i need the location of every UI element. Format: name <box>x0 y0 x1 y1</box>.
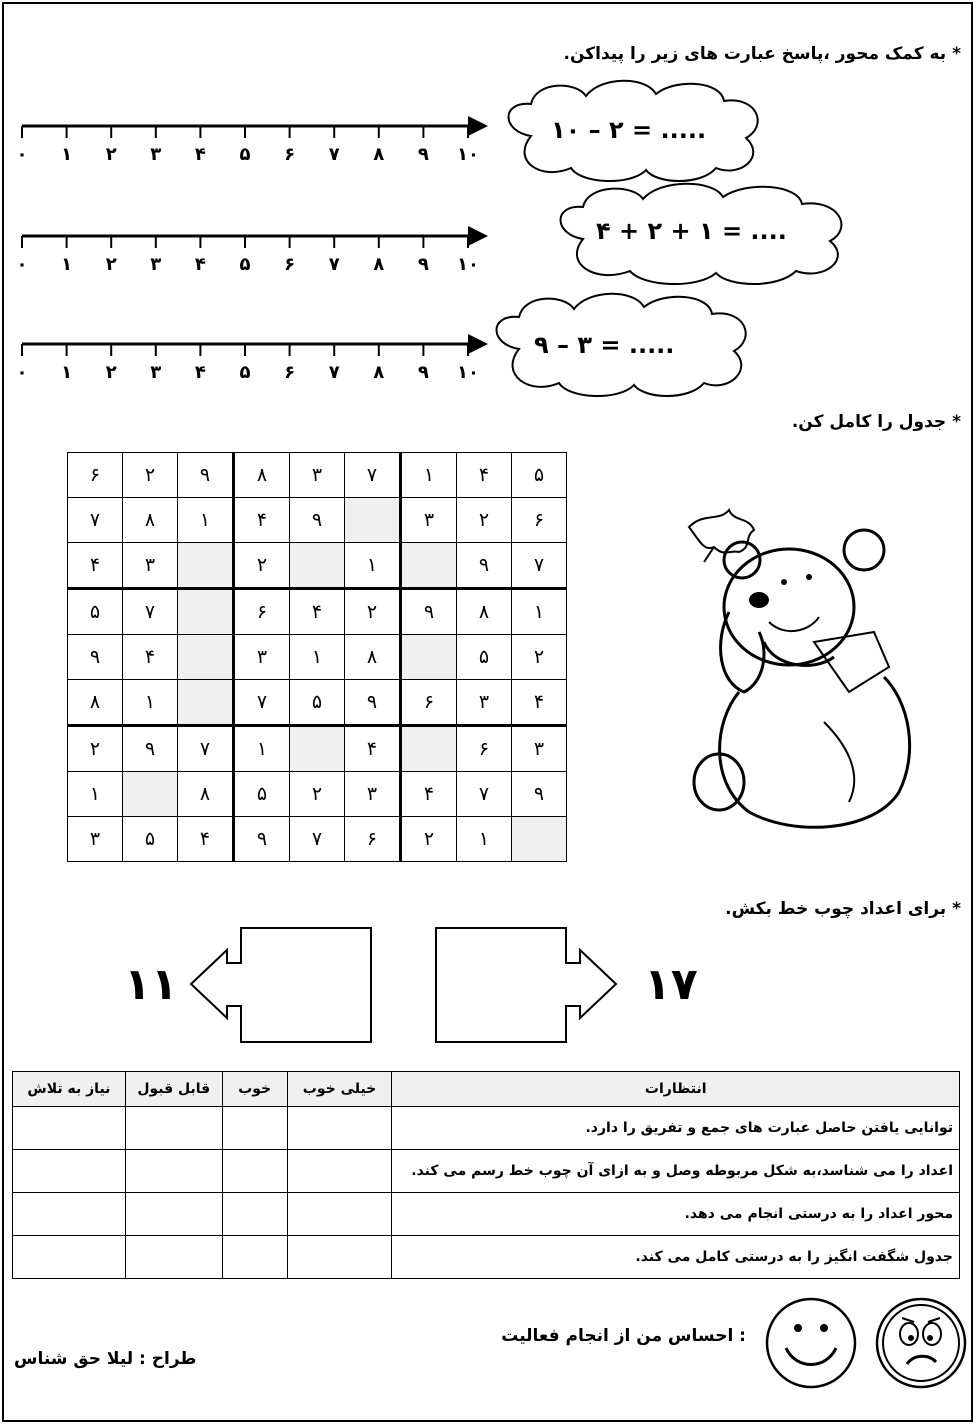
axis-tick-label: ۴ <box>194 254 206 275</box>
axis-tick-label: ۸ <box>373 144 385 165</box>
number-line-2 <box>16 214 496 284</box>
right-number: ۱۷ <box>644 959 698 1010</box>
sudoku-cell: ۹ <box>512 772 567 817</box>
sudoku-row <box>68 726 567 772</box>
evaluation-row <box>13 1150 960 1193</box>
sudoku-cell: ۸ <box>123 498 178 543</box>
axis-tick-label: ۲ <box>105 144 117 165</box>
rating-cell[interactable] <box>222 1107 287 1150</box>
axis-tick-label: ۸ <box>373 254 385 275</box>
header-good: خوب <box>222 1072 287 1107</box>
sudoku-row <box>68 772 567 817</box>
sudoku-cell: ۵ <box>123 817 178 862</box>
number-line-3 <box>16 322 496 392</box>
evaluation-header-row <box>13 1072 960 1107</box>
sudoku-cell: ۴ <box>401 772 457 817</box>
axis-tick-label: ۳ <box>150 144 162 165</box>
sudoku-empty-cell[interactable] <box>401 635 457 680</box>
axis-tick-label: ۲ <box>105 362 117 383</box>
sudoku-cell: ۶ <box>234 589 290 635</box>
rating-cell[interactable] <box>125 1107 222 1150</box>
sudoku-cell: ۲ <box>457 498 512 543</box>
sudoku-empty-cell[interactable] <box>178 680 234 726</box>
axis-tick-label: ۱ <box>61 144 73 165</box>
sudoku-cell: ۷ <box>68 498 123 543</box>
sudoku-cell: ۵ <box>512 453 567 498</box>
left-number: ۱۱ <box>124 959 178 1010</box>
axis-tick-label: ۱ <box>61 362 73 383</box>
section3-heading: * برای اعداد چوب خط بکش. <box>725 899 961 919</box>
sudoku-cell: ۶ <box>68 453 123 498</box>
axis-tick-label: ۳ <box>150 362 162 383</box>
rating-cell[interactable] <box>287 1236 392 1279</box>
axis-tick-label: ۷ <box>328 362 340 383</box>
sudoku-empty-cell[interactable] <box>401 726 457 772</box>
header-very-good: خیلی خوب <box>287 1072 392 1107</box>
sudoku-cell: ۷ <box>123 589 178 635</box>
sudoku-cell: ۶ <box>401 680 457 726</box>
sad-face-icon[interactable] <box>874 1296 969 1391</box>
sudoku-cell: ۲ <box>290 772 345 817</box>
sudoku-row <box>68 498 567 543</box>
rating-cell[interactable] <box>125 1150 222 1193</box>
section1-heading: * به کمک محور ،پاسخ عبارت های زیر را پیداکن. <box>563 44 961 64</box>
rating-cell[interactable] <box>222 1236 287 1279</box>
sudoku-row <box>68 453 567 498</box>
sudoku-cell: ۹ <box>178 453 234 498</box>
cloud-1 <box>496 76 776 190</box>
sudoku-cell: ۴ <box>290 589 345 635</box>
sudoku-cell: ۶ <box>345 817 401 862</box>
expectation-text: محور اعداد را به درستی انجام می دهد. <box>392 1193 960 1236</box>
sudoku-cell: ۹ <box>401 589 457 635</box>
sudoku-cell: ۱ <box>178 498 234 543</box>
cloud-2 <box>548 179 863 293</box>
axis-tick-label: ۴ <box>194 144 206 165</box>
sudoku-cell: ۴ <box>234 498 290 543</box>
sudoku-cell: ۴ <box>123 635 178 680</box>
rating-cell[interactable] <box>222 1193 287 1236</box>
sudoku-cell: ۲ <box>68 726 123 772</box>
sudoku-cell: ۲ <box>512 635 567 680</box>
rating-cell[interactable] <box>13 1107 126 1150</box>
expectation-text: جدول شگفت انگیز را به درستی کامل می کند. <box>392 1236 960 1279</box>
rating-cell[interactable] <box>287 1150 392 1193</box>
left-arrow-box[interactable] <box>189 926 374 1046</box>
axis-tick-label: ۶ <box>284 254 296 275</box>
sudoku-cell: ۸ <box>457 589 512 635</box>
sudoku-empty-cell[interactable] <box>345 498 401 543</box>
sudoku-cell: ۱ <box>68 772 123 817</box>
axis-tick-label: ۵ <box>239 254 251 275</box>
sudoku-cell: ۲ <box>234 543 290 589</box>
cloud-3 <box>484 289 764 405</box>
axis-tick-label: ۱۰ <box>457 254 479 275</box>
sudoku-cell: ۹ <box>290 498 345 543</box>
sudoku-cell: ۳ <box>123 543 178 589</box>
sudoku-cell: ۶ <box>457 726 512 772</box>
sudoku-cell: ۱ <box>457 817 512 862</box>
axis-tick-label: ۳ <box>150 254 162 275</box>
evaluation-row <box>13 1236 960 1279</box>
rating-cell[interactable] <box>13 1193 126 1236</box>
sudoku-cell: ۱ <box>512 589 567 635</box>
axis-tick-label: ۴ <box>194 362 206 383</box>
sudoku-cell: ۳ <box>401 498 457 543</box>
header-expectations: انتظارات <box>392 1072 960 1107</box>
axis-tick-label: ۶ <box>284 362 296 383</box>
sudoku-empty-cell[interactable] <box>178 543 234 589</box>
header-acceptable: قابل قبول <box>125 1072 222 1107</box>
expression-1: ۱۰ – ۲ = ..... <box>551 116 707 144</box>
axis-tick-label: ۹ <box>417 144 429 165</box>
sudoku-empty-cell[interactable] <box>123 772 178 817</box>
sudoku-cell: ۵ <box>68 589 123 635</box>
sudoku-cell: ۲ <box>401 817 457 862</box>
sudoku-cell: ۷ <box>345 453 401 498</box>
sudoku-cell: ۷ <box>234 680 290 726</box>
sudoku-cell: ۴ <box>68 543 123 589</box>
sudoku-row <box>68 817 567 862</box>
sudoku-cell: ۵ <box>457 635 512 680</box>
sudoku-cell: ۱ <box>290 635 345 680</box>
rating-cell[interactable] <box>13 1236 126 1279</box>
expression-2: ۴ + ۲ + ۱ = .... <box>596 217 787 245</box>
designer-credit: طراح : لیلا حق شناس <box>14 1349 197 1369</box>
feeling-label: : احساس من از انجام فعالیت <box>501 1326 746 1346</box>
axis-tick-label: ۹ <box>417 362 429 383</box>
rating-cell[interactable] <box>287 1107 392 1150</box>
sudoku-row <box>68 543 567 589</box>
sudoku-cell: ۹ <box>345 680 401 726</box>
sudoku-empty-cell[interactable] <box>290 726 345 772</box>
axis-tick-label: ۱۰ <box>457 144 479 165</box>
rating-cell[interactable] <box>13 1150 126 1193</box>
axis-tick-label: ۰ <box>16 362 28 383</box>
sudoku-cell: ۸ <box>345 635 401 680</box>
sudoku-cell: ۱ <box>123 680 178 726</box>
sudoku-cell: ۳ <box>457 680 512 726</box>
sudoku-cell: ۳ <box>68 817 123 862</box>
sudoku-grid <box>67 452 567 862</box>
sudoku-empty-cell[interactable] <box>178 635 234 680</box>
sudoku-cell: ۸ <box>178 772 234 817</box>
evaluation-row <box>13 1193 960 1236</box>
sudoku-cell: ۵ <box>234 772 290 817</box>
header-needs-effort: نیاز به تلاش <box>13 1072 126 1107</box>
sudoku-empty-cell[interactable] <box>290 543 345 589</box>
sudoku-cell: ۷ <box>290 817 345 862</box>
sudoku-cell: ۹ <box>234 817 290 862</box>
rating-cell[interactable] <box>222 1150 287 1193</box>
evaluation-table <box>12 1071 960 1279</box>
sudoku-cell: ۷ <box>178 726 234 772</box>
sudoku-empty-cell[interactable] <box>512 817 567 862</box>
sudoku-cell: ۸ <box>234 453 290 498</box>
sudoku-cell: ۲ <box>345 589 401 635</box>
axis-tick-label: ۵ <box>239 144 251 165</box>
sudoku-cell: ۴ <box>512 680 567 726</box>
sudoku-row <box>68 589 567 635</box>
sudoku-cell: ۳ <box>345 772 401 817</box>
happy-face-icon[interactable] <box>764 1296 859 1391</box>
sudoku-cell: ۶ <box>512 498 567 543</box>
sudoku-cell: ۹ <box>123 726 178 772</box>
axis-arrow-icon <box>468 116 488 136</box>
axis-tick-label: ۲ <box>105 254 117 275</box>
axis-tick-label: ۸ <box>373 362 385 383</box>
axis-tick-label: ۶ <box>284 144 296 165</box>
expectation-text: اعداد را می شناسد،به شکل مربوطه وصل و به ازای آن چوب خط رسم می کند. <box>392 1150 960 1193</box>
axis-tick-label: ۹ <box>417 254 429 275</box>
sudoku-cell: ۱ <box>401 453 457 498</box>
sudoku-cell: ۳ <box>512 726 567 772</box>
axis-arrow-icon <box>468 226 488 246</box>
rating-cell[interactable] <box>287 1193 392 1236</box>
expectation-text: توانایی یافتن حاصل عبارت های جمع و تفریق را دارد. <box>392 1107 960 1150</box>
section2-heading: * جدول را کامل کن. <box>791 412 961 432</box>
axis-tick-label: ۱۰ <box>457 362 479 383</box>
axis-tick-label: ۰ <box>16 254 28 275</box>
sudoku-cell: ۳ <box>234 635 290 680</box>
sudoku-row <box>68 680 567 726</box>
sudoku-cell: ۹ <box>457 543 512 589</box>
worksheet-page <box>2 2 973 1422</box>
evaluation-row <box>13 1107 960 1150</box>
sudoku-empty-cell[interactable] <box>178 589 234 635</box>
bear-illustration <box>674 492 924 837</box>
sudoku-cell: ۲ <box>123 453 178 498</box>
rating-cell[interactable] <box>125 1193 222 1236</box>
sudoku-cell: ۷ <box>457 772 512 817</box>
axis-tick-label: ۷ <box>328 144 340 165</box>
sudoku-cell: ۴ <box>457 453 512 498</box>
axis-tick-label: ۰ <box>16 144 28 165</box>
sudoku-row <box>68 635 567 680</box>
number-line-1 <box>16 104 496 174</box>
sudoku-cell: ۵ <box>290 680 345 726</box>
sudoku-cell: ۳ <box>290 453 345 498</box>
sudoku-cell: ۸ <box>68 680 123 726</box>
sudoku-cell: ۹ <box>68 635 123 680</box>
sudoku-cell: ۴ <box>178 817 234 862</box>
right-arrow-box[interactable] <box>434 926 619 1046</box>
axis-tick-label: ۱ <box>61 254 73 275</box>
sudoku-empty-cell[interactable] <box>401 543 457 589</box>
expression-3: ۹ – ۳ = ..... <box>534 331 675 359</box>
sudoku-cell: ۴ <box>345 726 401 772</box>
sudoku-cell: ۷ <box>512 543 567 589</box>
rating-cell[interactable] <box>125 1236 222 1279</box>
sudoku-cell: ۱ <box>234 726 290 772</box>
axis-tick-label: ۵ <box>239 362 251 383</box>
sudoku-cell: ۱ <box>345 543 401 589</box>
axis-tick-label: ۷ <box>328 254 340 275</box>
